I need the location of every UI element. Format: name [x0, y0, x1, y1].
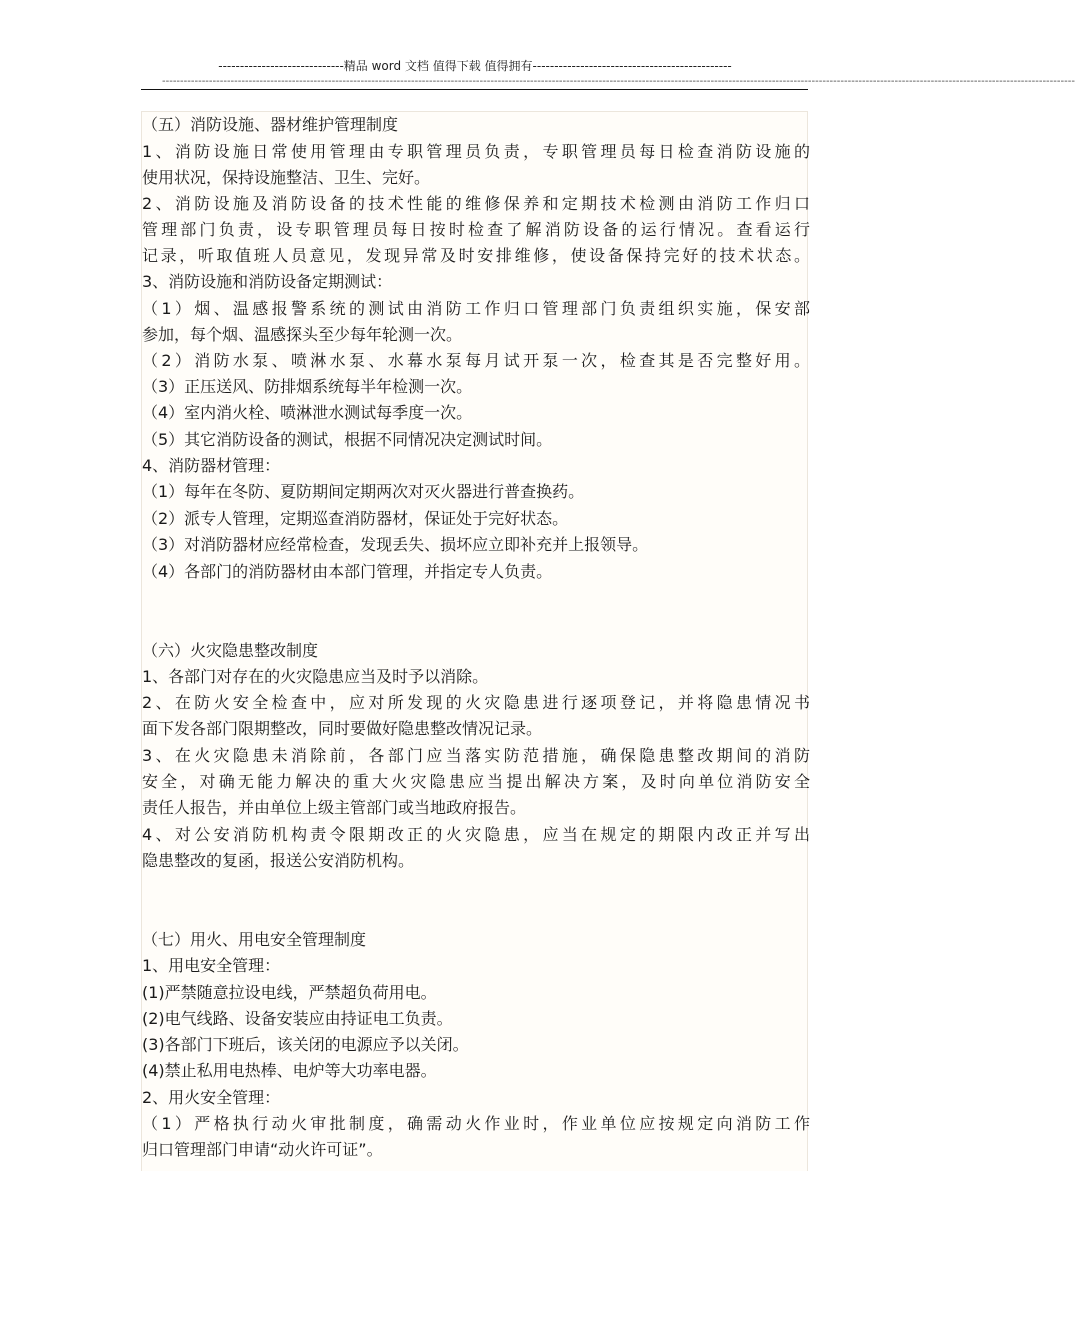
section-title-6: （六）火灾隐患整改制度 [142, 641, 319, 660]
paragraph-line: (4)禁止私用电热棒、电炉等大功率电器。 [142, 1061, 437, 1080]
paragraph-line: 1、消防设施日常使用管理由专职管理员负责，专职管理员每日检查消防设施的 [142, 142, 810, 161]
paragraph-line: （4）室内消火栓、喷淋泄水测试每季度一次。 [142, 403, 473, 422]
paragraph-line: (3)各部门下班后，该关闭的电源应予以关闭。 [142, 1035, 469, 1054]
paragraph-line: (2)电气线路、设备安装应由持证电工负责。 [142, 1009, 453, 1028]
paragraph-line: （1）每年在冬防、夏防期间定期两次对灭火器进行普查换药。 [142, 482, 585, 501]
paragraph-line: 记录，听取值班人员意见，发现异常及时安排维修，使设备保持完好的技术状态。 [142, 246, 810, 265]
paragraph-line: 4、对公安消防机构责令限期改正的火灾隐患，应当在规定的期限内改正并写出 [142, 825, 810, 844]
paragraph-line: （3）正压送风、防排烟系统每半年检测一次。 [142, 377, 473, 396]
paragraph-line: 1、各部门对存在的火灾隐患应当及时予以消除。 [142, 667, 489, 686]
paragraph-line: （4）各部门的消防器材由本部门管理，并指定专人负责。 [142, 562, 553, 581]
header-divider [141, 89, 808, 90]
paragraph-line: 管理部门负责，设专职管理员每日按时检查了解消防设备的运行情况。查看运行 [142, 220, 810, 239]
paragraph-line: 3、在火灾隐患未消除前，各部门应当落实防范措施，确保隐患整改期间的消防 [142, 746, 810, 765]
page-header-banner: -----------------------------精品 word 文档 值得下载 值得拥有---------------------------------------------- [218, 59, 732, 73]
paragraph-line: 2、消防设施及消防设备的技术性能的维修保养和定期技术检测由消防工作归口 [142, 194, 810, 213]
paragraph-line: 面下发各部门限期整改，同时要做好隐患整改情况记录。 [142, 719, 543, 738]
section-title-7: （七）用火、用电安全管理制度 [142, 930, 367, 949]
paragraph-line: （5）其它消防设备的测试，根据不同情况决定测试时间。 [142, 430, 553, 449]
paragraph-line: 责任人报告，并由单位上级主管部门或当地政府报告。 [142, 798, 527, 817]
subheading-line: 2、用火安全管理： [142, 1088, 281, 1107]
paragraph-line: （3）对消防器材应经常检查，发现丢失、损坏应立即补充并上报领导。 [142, 535, 649, 554]
paragraph-line: 使用状况，保持设施整洁、卫生、完好。 [142, 168, 431, 187]
subheading-line: 1、用电安全管理： [142, 956, 281, 975]
paragraph-line: 2、在防火安全检查中，应对所发现的火灾隐患进行逐项登记，并将隐患情况书 [142, 693, 810, 712]
section-title-5: （五）消防设施、器材维护管理制度 [142, 115, 399, 134]
paragraph-line: （2）消防水泵、喷淋水泵、水幕水泵每月试开泵一次，检查其是否完整好用。 [142, 351, 810, 370]
paragraph-line: 参加，每个烟、温感探头至少每年轮测一次。 [142, 325, 463, 344]
paragraph-line: （1）烟、温感报警系统的测试由消防工作归口管理部门负责组织实施，保安部 [142, 299, 810, 318]
paragraph-line: （2）派专人管理，定期巡查消防器材，保证处于完好状态。 [142, 509, 569, 528]
paragraph-line: (1)严禁随意拉设电线，严禁超负荷用电。 [142, 983, 437, 1002]
paragraph-line: 隐患整改的复函，报送公安消防机构。 [142, 851, 415, 870]
paragraph-line: 安全，对确无能力解决的重大火灾隐患应当提出解决方案，及时向单位消防安全 [142, 772, 810, 791]
subheading-line: 4、消防器材管理： [142, 456, 281, 475]
paragraph-line: （1）严格执行动火审批制度，确需动火作业时，作业单位应按规定向消防工作 [142, 1114, 810, 1133]
paragraph-line: 归口管理部门申请“动火许可证”。 [142, 1140, 383, 1159]
subheading-line: 3、消防设施和消防设备定期测试： [142, 272, 393, 291]
page-header-dashes: ------------------------------------------------------------------------------------------------------------------------------------------------------------------------------------------------------------------------------------------------------------- [162, 76, 1075, 87]
